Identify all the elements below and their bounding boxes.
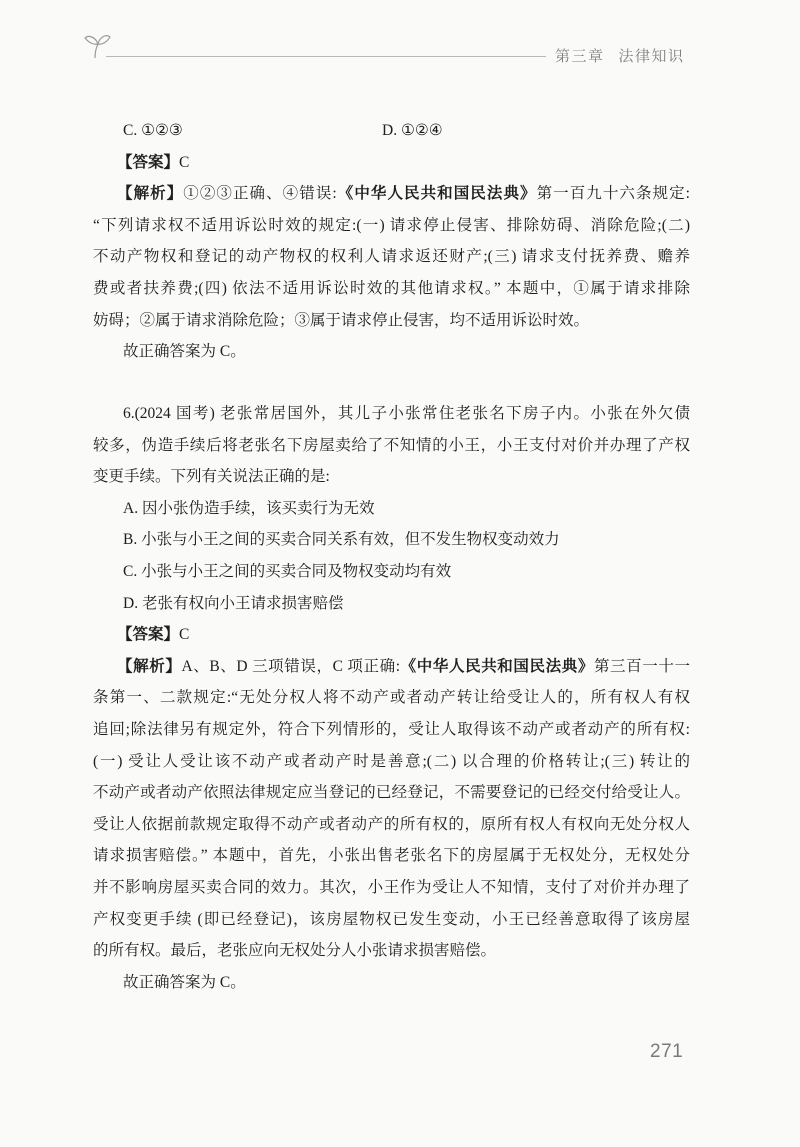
law-title: 《中华人民共和国民法典》 — [336, 185, 537, 203]
sprout-icon — [82, 29, 112, 59]
q5-analysis-line: 费或者扶养费;(四) 依法不适用诉讼时效的其他请求权。” 本题中，①属于请求排除 — [93, 279, 690, 297]
q5-answer — [93, 147, 690, 179]
q6-stem-line: 变更手续。下列有关说法正确的是: — [93, 468, 330, 486]
header-rule — [106, 56, 546, 57]
q6-analysis-line — [93, 651, 690, 683]
q5-analysis-line: “下列请求权不适用诉讼时效的规定:(一) 请求停止侵害、排除妨碍、消除危险;(二) — [93, 216, 690, 234]
q6-option-b: B. 小张与小王之间的买卖合同关系有效，但不发生物权变动效力 — [123, 531, 560, 549]
analysis-text: 第一百九十六条规定: — [536, 185, 690, 203]
q6-option-d: D. 老张有权向小王请求损害赔偿 — [123, 594, 344, 612]
chapter-label: 第三章 — [555, 49, 605, 65]
q5-conclusion: 故正确答案为 C。 — [123, 343, 246, 361]
q6-stem-line: 较多，伪造手续后将老张名下房屋卖给了不知情的小王，小王支付对价并办理了产权 — [93, 436, 690, 454]
q6-analysis-line: 请求损害赔偿。” 本题中，首先，小张出售老张名下的房屋属于无权处分，无权处分 — [93, 847, 690, 865]
question-5-block — [93, 115, 690, 368]
analysis-label: 【解析】 — [117, 657, 182, 675]
q6-analysis-line: 产权变更手续 (即已经登记)，该房屋物权已发生变动，小王已经善意取得了该房屋 — [93, 910, 690, 928]
q6-analysis-line: 条第一、二款规定:“无处分权人将不动产或者动产转让给受让人的，所有权人有权 — [93, 689, 690, 707]
q6-stem-line: 6.(2024 国考) 老张常居国外，其儿子小张常住老张名下房子内。小张在外欠债 — [123, 405, 690, 422]
q6-analysis-line: 并不影响房屋买卖合同的效力。其次，小王作为受让人不知情，支付了对价并办理了 — [93, 878, 690, 896]
analysis-label: 【解析】 — [117, 185, 184, 203]
answer-value: C — [179, 626, 190, 644]
answer-label: 【答案】 — [117, 626, 180, 644]
q6-analysis-line: 追回;除法律另有规定外，符合下列情形的，受让人取得该不动产或者动产的所有权: — [93, 720, 690, 738]
q6-analysis-line: 受让人依据前款规定取得不动产或者动产的所有权的，原所有权人有权向无处分权人 — [93, 815, 690, 833]
q6-analysis-line: 不动产或者动产依照法律规定应当登记的已经登记，不需要登记的已经交付给受让人。 — [93, 784, 690, 802]
question-6-block — [93, 398, 690, 998]
q6-conclusion: 故正确答案为 C。 — [123, 973, 246, 991]
q5-option-c: C. ①②③ — [123, 122, 183, 139]
law-title: 《中华人民共和国民法典》 — [400, 657, 594, 675]
q6-answer — [93, 619, 690, 651]
q5-option-d: D. ①②④ — [382, 122, 443, 139]
running-header — [555, 45, 685, 66]
q5-analysis-line: 妨碍；②属于请求消除危险；③属于请求停止侵害，均不适用诉讼时效。 — [93, 311, 590, 329]
q5-analysis-line — [93, 178, 690, 210]
q6-option-c: C. 小张与小王之间的买卖合同及物权变动均有效 — [123, 562, 452, 580]
answer-value: C — [179, 153, 190, 171]
page-number: 271 — [650, 1041, 684, 1062]
answer-label: 【答案】 — [117, 153, 180, 171]
q6-option-a: A. 因小张伪造手续，该买卖行为无效 — [123, 499, 375, 517]
q6-analysis-line: (一) 受让人受让该不动产或者动产时是善意;(二) 以合理的价格转让;(三) 转让的 — [93, 752, 690, 770]
q6-analysis-line: 的所有权。最后，老张应向无权处分人小张请求损害赔偿。 — [93, 942, 497, 960]
analysis-text: A、B、D 三项错误，C 项正确: — [181, 657, 401, 675]
section-title: 法律知识 — [618, 49, 685, 65]
analysis-text: 第三百一十一 — [593, 657, 690, 675]
q5-analysis-line: 不动产物权和登记的动产物权的权利人请求返还财产;(三) 请求支付抚养费、赡养 — [93, 248, 690, 266]
q5-options-row — [93, 115, 690, 147]
analysis-text: ①②③正确、④错误: — [183, 185, 337, 203]
